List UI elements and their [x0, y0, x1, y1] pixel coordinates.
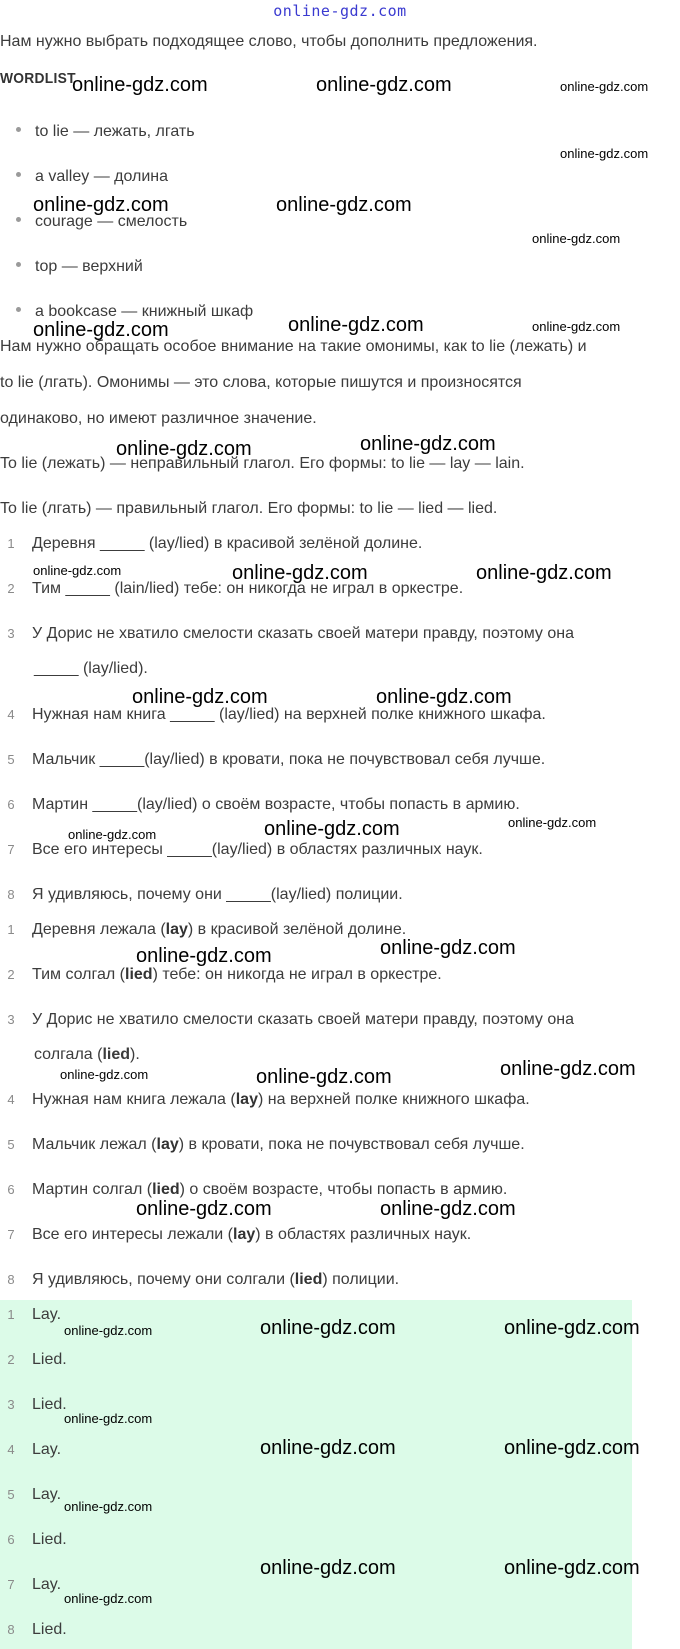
watermark: online-gdz.com [316, 74, 452, 96]
wordlist-title: WORDLIST [0, 70, 76, 87]
watermark: online-gdz.com [260, 1437, 396, 1459]
explanation-line: Нам нужно обращать особое внимание на такие омонимы, как to lie (лежать) и [0, 338, 587, 355]
item-number: 6 [7, 1182, 15, 1197]
task-item [0, 886, 403, 904]
watermark: online-gdz.com [116, 438, 252, 460]
answer-word: lied [102, 1046, 131, 1063]
answer-item [0, 1621, 67, 1639]
wordlist-item [16, 123, 195, 141]
item-number: 1 [7, 1307, 15, 1322]
watermark: online-gdz.com [68, 827, 157, 842]
answer-item [0, 1486, 61, 1504]
watermark: online-gdz.com [132, 686, 268, 708]
filled-text: Тим солгал ( [32, 966, 126, 983]
answer-item [0, 1351, 67, 1369]
watermark: online-gdz.com [72, 74, 208, 96]
item-number: 8 [7, 1622, 15, 1637]
answer-item [0, 1441, 61, 1459]
filled-text: Мальчик лежал ( [32, 1136, 157, 1153]
site-header-link[interactable]: online-gdz.com [273, 2, 407, 20]
watermark: online-gdz.com [64, 1591, 153, 1606]
filled-text: ). [130, 1046, 140, 1063]
item-number: 5 [7, 752, 15, 767]
answer-text: Lay. [32, 1441, 62, 1458]
watermark: online-gdz.com [276, 194, 412, 216]
watermark: online-gdz.com [504, 1437, 640, 1459]
wordlist-item-text: a valley — долина [35, 168, 169, 185]
bullet-icon [16, 172, 21, 177]
answer-word: lay [233, 1226, 256, 1243]
answer-word: lied [125, 966, 153, 983]
task-text: Все его интересы _____(lay/lied) в областях различных наук. [32, 841, 483, 858]
wordlist-item-text: top — верхний [35, 258, 143, 275]
watermark: online-gdz.com [560, 146, 649, 161]
watermark: online-gdz.com [360, 433, 496, 455]
watermark: online-gdz.com [376, 686, 512, 708]
watermark: online-gdz.com [136, 1198, 272, 1220]
task-text: У Дорис не хватило смелости сказать своей матери правду, поэтому она [32, 625, 574, 642]
filled-item [0, 921, 406, 939]
watermark: online-gdz.com [264, 818, 400, 840]
item-number: 3 [7, 1012, 15, 1027]
watermark: online-gdz.com [232, 562, 368, 584]
answer-word: lied [152, 1181, 180, 1198]
watermark: online-gdz.com [500, 1058, 636, 1080]
answer-text: Lay. [32, 1306, 62, 1323]
answer-text: Lay. [32, 1576, 62, 1593]
watermark: online-gdz.com [476, 562, 612, 584]
task-item [0, 751, 545, 769]
filled-text: ) в красивой зелёной долине. [187, 921, 407, 938]
answer-text: Lay. [32, 1486, 62, 1503]
filled-text: ) тебе: он никогда не играл в оркестре. [152, 966, 442, 983]
bullet-icon [16, 307, 21, 312]
answer-text: Lied. [32, 1621, 67, 1638]
explanation-line: to lie (лгать). Омонимы — это слова, которые пишутся и произносятся [0, 374, 522, 391]
bullet-icon [16, 127, 21, 132]
watermark: online-gdz.com [260, 1317, 396, 1339]
filled-text: ) в областях различных наук. [255, 1226, 472, 1243]
item-number: 8 [7, 887, 15, 902]
item-number: 2 [7, 581, 15, 596]
filled-item [0, 1136, 525, 1154]
watermark: online-gdz.com [33, 563, 122, 578]
answer-item [0, 1531, 67, 1549]
wordlist-item [16, 258, 143, 276]
filled-text-continued [34, 1046, 140, 1064]
filled-text: У Дорис не хватило смелости сказать своей матери правду, поэтому она [32, 1011, 574, 1028]
task-text: Я удивляюсь, почему они _____(lay/lied) полиции. [32, 886, 403, 903]
filled-text: Нужная нам книга лежала ( [32, 1091, 236, 1108]
item-number: 1 [7, 536, 15, 551]
task-text: Мальчик _____(lay/lied) в кровати, пока не почувствовал себя лучше. [32, 751, 546, 768]
watermark: online-gdz.com [64, 1499, 153, 1514]
wordlist-item-text: courage — смелость [35, 213, 188, 230]
bullet-icon [16, 217, 21, 222]
watermark: online-gdz.com [380, 937, 516, 959]
filled-text: Все его интересы лежали ( [32, 1226, 234, 1243]
watermark: online-gdz.com [33, 319, 169, 341]
task-text: Мартин _____(lay/lied) о своём возрасте, чтобы попасть в армию. [32, 796, 520, 813]
item-number: 4 [7, 1092, 15, 1107]
item-number: 7 [7, 842, 15, 857]
task-item [0, 796, 520, 814]
answer-text: Lied. [32, 1531, 67, 1548]
watermark: online-gdz.com [508, 815, 597, 830]
answer-word: lay [156, 1136, 179, 1153]
watermark: online-gdz.com [504, 1317, 640, 1339]
item-number: 3 [7, 1397, 15, 1412]
task-text-continued: _____ (lay/lied). [34, 660, 148, 677]
item-number: 4 [7, 1442, 15, 1457]
watermark: online-gdz.com [33, 194, 169, 216]
task-text: Деревня _____ (lay/lied) в красивой зелёной долине. [32, 535, 423, 552]
wordlist-item-text: to lie — лежать, лгать [35, 123, 195, 140]
answer-text: Lied. [32, 1351, 67, 1368]
watermark: online-gdz.com [64, 1411, 153, 1426]
watermark: online-gdz.com [380, 1198, 516, 1220]
watermark: online-gdz.com [288, 314, 424, 336]
filled-text: солгала ( [34, 1046, 103, 1063]
watermark: online-gdz.com [532, 319, 621, 334]
item-number: 5 [7, 1137, 15, 1152]
task-item [0, 841, 483, 859]
watermark: online-gdz.com [256, 1066, 392, 1088]
item-number: 7 [7, 1227, 15, 1242]
answer-text: Lied. [32, 1396, 67, 1413]
item-number: 6 [7, 1532, 15, 1547]
answer-item [0, 1306, 61, 1324]
filled-item [0, 1271, 399, 1289]
item-number: 4 [7, 707, 15, 722]
answer-item [0, 1576, 61, 1594]
task-text: Нужная нам книга _____ (lay/lied) на верхней полке книжного шкафа. [32, 706, 546, 723]
filled-item [0, 1226, 471, 1244]
watermark: online-gdz.com [560, 79, 649, 94]
filled-text: ) на верхней полке книжного шкафа. [257, 1091, 530, 1108]
item-number: 8 [7, 1272, 15, 1287]
item-number: 2 [7, 1352, 15, 1367]
answer-word: lied [294, 1271, 323, 1288]
filled-text: Я удивляюсь, почему они солгали ( [32, 1271, 295, 1288]
item-number: 6 [7, 797, 15, 812]
filled-item [0, 966, 442, 984]
explanation-line: To lie (лежать) — неправильный глагол. Его формы: to lie — lay — lain. [0, 455, 525, 472]
watermark: online-gdz.com [60, 1067, 149, 1082]
watermark: online-gdz.com [532, 231, 621, 246]
filled-item [0, 1181, 507, 1199]
watermark: online-gdz.com [64, 1323, 153, 1338]
item-number: 5 [7, 1487, 15, 1502]
filled-text: ) полиции. [322, 1271, 400, 1288]
filled-text: Деревня лежала ( [32, 921, 166, 938]
wordlist-item [16, 168, 168, 186]
explanation-line: одинаково, но имеют различное значение. [0, 410, 317, 427]
filled-text: Мартин солгал ( [32, 1181, 153, 1198]
answer-item [0, 1396, 67, 1414]
watermark: online-gdz.com [504, 1557, 640, 1579]
answer-word: lay [235, 1091, 258, 1108]
filled-item [0, 1091, 530, 1109]
filled-text: ) в кровати, пока не почувствовал себя лучше. [178, 1136, 525, 1153]
explanation-line: To lie (лгать) — правильный глагол. Его формы: to lie — lied — lied. [0, 500, 498, 517]
task-item [0, 535, 422, 553]
item-number: 2 [7, 967, 15, 982]
filled-item [0, 1011, 574, 1029]
item-number: 7 [7, 1577, 15, 1592]
answer-word: lay [165, 921, 188, 938]
item-number: 1 [7, 922, 15, 937]
filled-text: ) о своём возрасте, чтобы попасть в армию. [179, 1181, 508, 1198]
item-number: 3 [7, 626, 15, 641]
watermark: online-gdz.com [136, 945, 272, 967]
wordlist-item-text: a bookcase — книжный шкаф [35, 303, 254, 320]
bullet-icon [16, 262, 21, 267]
watermark: online-gdz.com [260, 1557, 396, 1579]
task-item [0, 625, 574, 643]
intro-text: Нам нужно выбрать подходящее слово, чтобы дополнить предложения. [0, 33, 538, 50]
task-text: Тим _____ (lain/lied) тебе: он никогда не играл в оркестре. [32, 580, 464, 597]
